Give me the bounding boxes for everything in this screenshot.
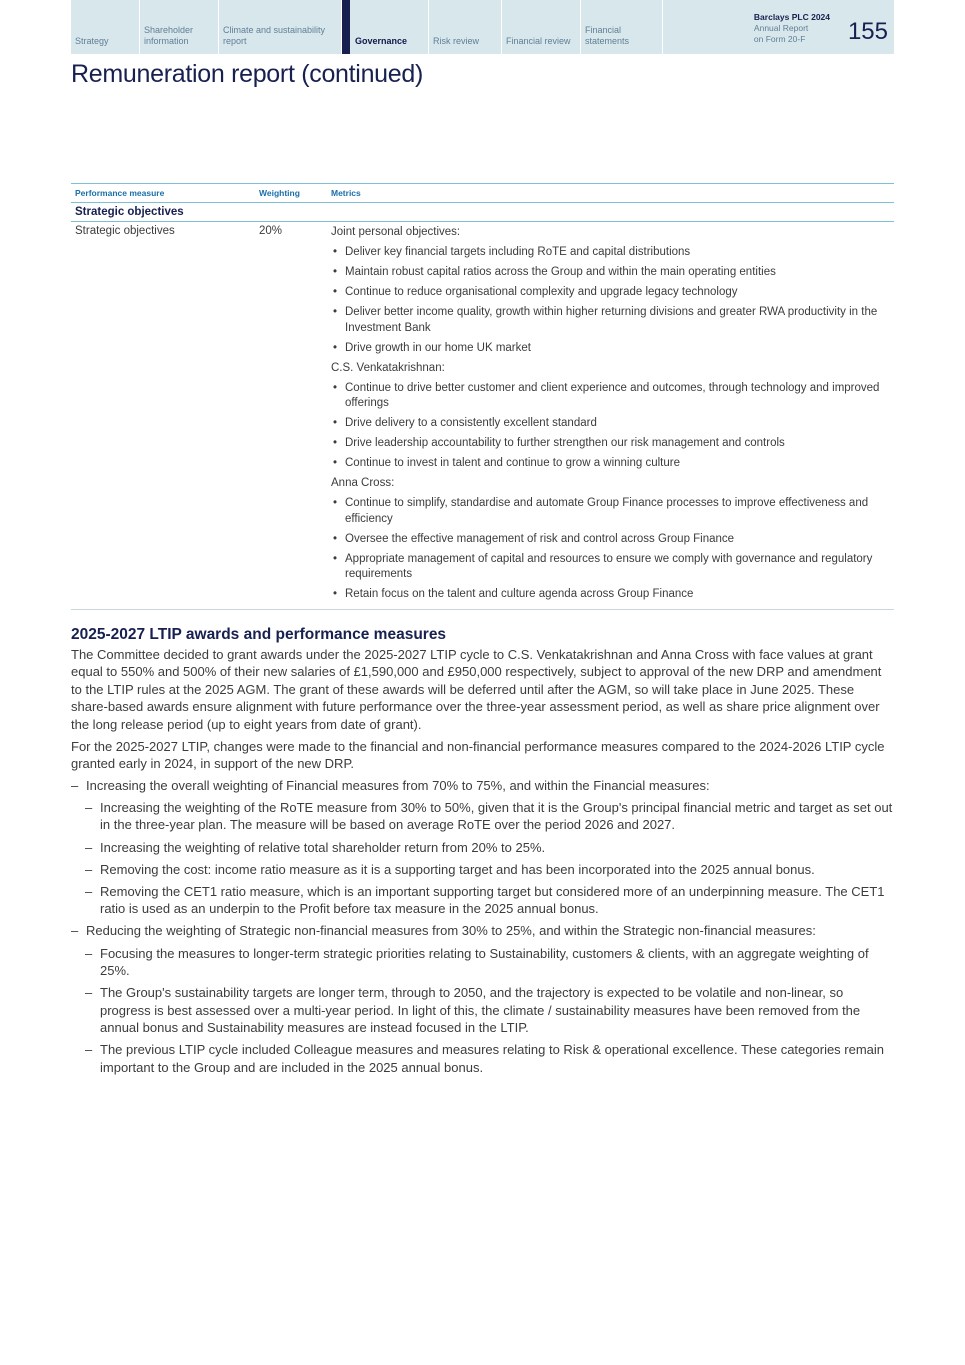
report-brand xyxy=(754,12,830,45)
bullet-item: • Drive leadership accountability to further strengthen our risk management and controls xyxy=(331,436,890,452)
section-heading: 2025-2027 LTIP awards and performance measures xyxy=(71,626,447,643)
bullet-item: • Appropriate management of capital and resources to ensure we comply with governance and regulatory requirements xyxy=(331,552,890,583)
bullet-item: • Drive growth in our home UK market xyxy=(331,341,890,357)
col-header-metrics: Metrics xyxy=(327,184,894,203)
brand-line2: Annual Report xyxy=(753,23,809,33)
metrics-subheading: C.S. Venkatakrishnan: xyxy=(331,361,445,374)
bullet-item: • Deliver key financial targets including RoTE and capital distributions xyxy=(331,245,890,261)
bullet-item: • Continue to drive better customer and client experience and outcomes, through technology and improved offerings xyxy=(331,381,890,412)
section-nav xyxy=(71,0,894,54)
dash-item: – Increasing the weighting of relative total shareholder return from 20% to 25%. xyxy=(71,839,894,857)
dash-item: – Increasing the overall weighting of Financial measures from 70% to 75%, and within the Financial measures: xyxy=(71,777,894,795)
metrics-subheading: Anna Cross: xyxy=(331,477,395,489)
tab-climate-sustainability[interactable]: Climate and sustainability report xyxy=(219,0,342,54)
tab-governance[interactable]: Governance xyxy=(342,0,429,54)
metrics-subheading: Joint personal objectives: xyxy=(331,226,461,238)
page-title: Remuneration report (continued) xyxy=(71,60,424,88)
bullet-item: • Continue to simplify, standardise and automate Group Finance processes to improve effectiveness and efficiency xyxy=(331,496,890,527)
group-row: Strategic objectives xyxy=(71,203,894,222)
bullet-item: • Deliver better income quality, growth within higher returning divisions and greater RWA productivity in the Investment Bank xyxy=(331,305,890,336)
ltip-section xyxy=(71,626,894,1081)
dash-item: – Increasing the weighting of the RoTE measure from 30% to 50%, given that it is the Group's principal financial metric and target as set out in the three-year plan. The measure will be based on average RoTE over the period 2026 and 2027. xyxy=(71,799,894,834)
bullet-item: • Continue to invest in talent and continue to grow a winning culture xyxy=(331,456,890,472)
col-header-weighting: Weighting xyxy=(255,184,327,203)
bullet-item: • Oversee the effective management of risk and control across Group Finance xyxy=(331,532,890,548)
tab-financial-review[interactable]: Financial review xyxy=(502,0,581,54)
col-header-measure: Performance measure xyxy=(71,184,255,203)
paragraph: The Committee decided to grant awards under the 2025-2027 LTIP cycle to C.S. Venkatakrishnan and Anna Cross with face values at grant equal to 550% and 500% of their new salaries of £1,590,000 and £950,000 respectively, subject to approval of the new DRP and amendment to the LTIP rules at the 2025 AGM. The grant of these awards will be deferred until after the AGM, so will take place in June 2025. These share-based awards ensure alignment with future performance over the three-year assessment period, as well as share price alignment over the long release period (up to eight years from date of grant). xyxy=(71,646,882,732)
tab-financial-statements[interactable]: Financial statements xyxy=(581,0,663,54)
tab-shareholder-information[interactable]: Shareholder information xyxy=(140,0,219,54)
performance-table xyxy=(71,183,894,610)
bullet-item: • Maintain robust capital ratios across the Group and within the main operating entities xyxy=(331,265,890,281)
bullet-item: • Continue to reduce organisational complexity and upgrade legacy technology xyxy=(331,285,890,301)
paragraph: For the 2025-2027 LTIP, changes were made to the financial and non-financial performance measures compared to the 2024-2026 LTIP cycle granted early in 2024, in support of the new DRP. xyxy=(71,738,885,772)
bullet-item: • Drive delivery to a consistently excellent standard xyxy=(331,416,890,432)
dash-item: – The Group's sustainability targets are longer term, through to 2050, and the trajectory is expected to be volatile and non-linear, so progress is best assessed over a multi-year period. In light of this, the climate / sustainability measures have been removed from the annual bonus and Sustainability measures are instead focused in the LTIP. xyxy=(71,984,894,1037)
dash-item: – Removing the cost: income ratio measure as it is a supporting target and has been incorporated into the 2025 annual bonus. xyxy=(71,861,894,879)
brand-line3: on Form 20-F xyxy=(753,34,806,44)
tab-risk-review[interactable]: Risk review xyxy=(429,0,502,54)
weighting-cell: 20% xyxy=(255,222,327,610)
page-number: 155 xyxy=(847,18,888,45)
dash-item: – Removing the CET1 ratio measure, which is an important supporting target but considered more of an underpinning measure. The CET1 ratio is used as an underpin to the Profit before tax measure in the 2025 annual bonus. xyxy=(71,883,894,918)
tab-strategy[interactable]: Strategy xyxy=(71,0,140,54)
brand-title: Barclays PLC 2024 xyxy=(753,12,830,22)
dash-item: – Reducing the weighting of Strategic non-financial measures from 30% to 25%, and within the Strategic non-financial measures: xyxy=(71,922,894,940)
dash-item: – Focusing the measures to longer-term strategic priorities relating to Sustainability, customers & clients, with an aggregate weighting of 25%. xyxy=(71,945,894,980)
measure-cell: Strategic objectives xyxy=(71,222,255,610)
bullet-item: • Retain focus on the talent and culture agenda across Group Finance xyxy=(331,587,890,603)
dash-item: – The previous LTIP cycle included Colleague measures and measures relating to Risk & operational excellence. These categories remain important to the Group and are included in the 2025 annual bonus. xyxy=(71,1041,894,1076)
metrics-cell xyxy=(327,222,894,610)
table-row xyxy=(71,222,894,610)
